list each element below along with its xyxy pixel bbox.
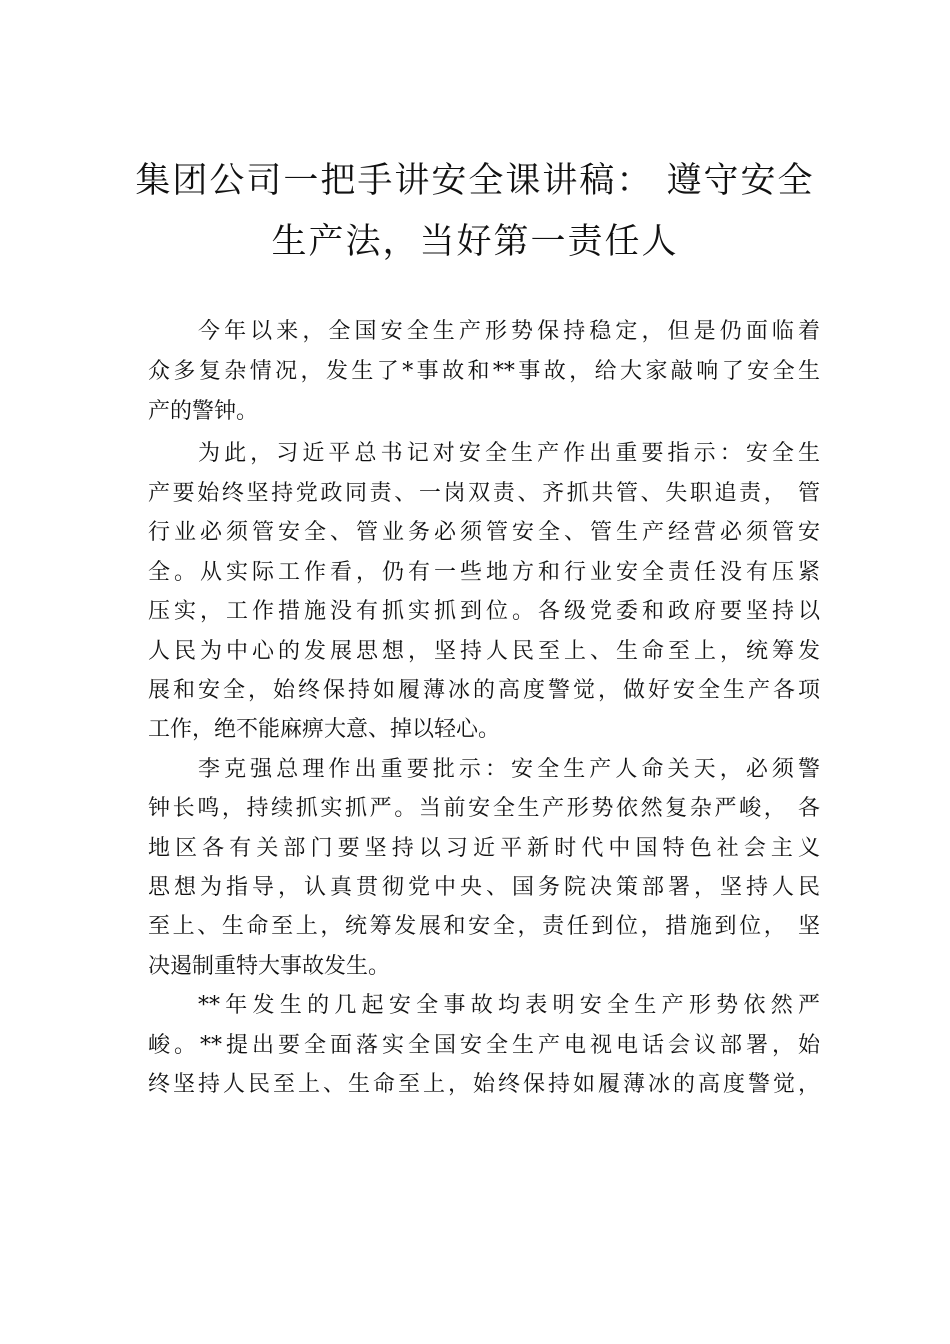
paragraph-2-line-4: 全。从实际工作看，仍有一些地方和行业安全责任没有压紧	[148, 560, 820, 585]
paragraph-2-line-6: 人民为中心的发展思想，坚持人民至上、生命至上，统筹发	[148, 639, 820, 664]
paragraph-1-line-3: 产的警钟。	[148, 399, 259, 424]
paragraph-2-line-8: 工作，绝不能麻痹大意、掉以轻心。	[148, 717, 501, 742]
paragraph-2-line-5: 压实，工作措施没有抓实抓到位。各级党委和政府要坚持以	[148, 599, 820, 624]
paragraph-3-line-5: 至上、生命至上，统筹发展和安全，责任到位，措施到位， 坚	[148, 914, 820, 939]
paragraph-4-line-2: 峻。**提出要全面落实全国安全生产电视电话会议部署，始	[148, 1033, 820, 1058]
paragraph-4-line-1: **年发生的几起安全事故均表明安全生产形势依然严	[198, 993, 820, 1018]
paragraph-3-line-6: 决遏制重特大事故发生。	[148, 954, 391, 979]
paragraph-3-line-1: 李克强总理作出重要批示：安全生产人命关天，必须警	[198, 757, 820, 782]
paragraph-1-line-1: 今年以来，全国安全生产形势保持稳定，但是仍面临着	[198, 319, 820, 344]
paragraph-2-line-7: 展和安全，始终保持如履薄冰的高度警觉，做好安全生产各项	[148, 678, 820, 703]
paragraph-3-line-4: 思想为指导，认真贯彻党中央、国务院决策部署，坚持人民	[148, 875, 820, 900]
paragraph-3-line-3: 地区各有关部门要坚持以习近平新时代中国特色社会主义	[148, 836, 820, 861]
paragraph-2-line-2: 产要始终坚持党政同责、一岗双责、齐抓共管、失职追责， 管	[148, 481, 820, 506]
paragraph-2-line-3: 行业必须管安全、管业务必须管安全、管生产经营必须管安	[148, 520, 820, 545]
paragraph-3-line-2: 钟长鸣，持续抓实抓严。当前安全生产形势依然复杂严峻， 各	[148, 796, 820, 821]
document-title-line-2: 生产法，当好第一责任人	[271, 222, 679, 262]
paragraph-4-line-3: 终坚持人民至上、生命至上，始终保持如履薄冰的高度警觉，	[148, 1072, 820, 1097]
document-title-line-1: 集团公司一把手讲安全课讲稿： 遵守安全	[135, 161, 815, 201]
paragraph-1-line-2: 众多复杂情况，发生了*事故和**事故，给大家敲响了安全生	[148, 359, 820, 384]
paragraph-2-line-1: 为此，习近平总书记对安全生产作出重要指示：安全生	[198, 441, 820, 466]
